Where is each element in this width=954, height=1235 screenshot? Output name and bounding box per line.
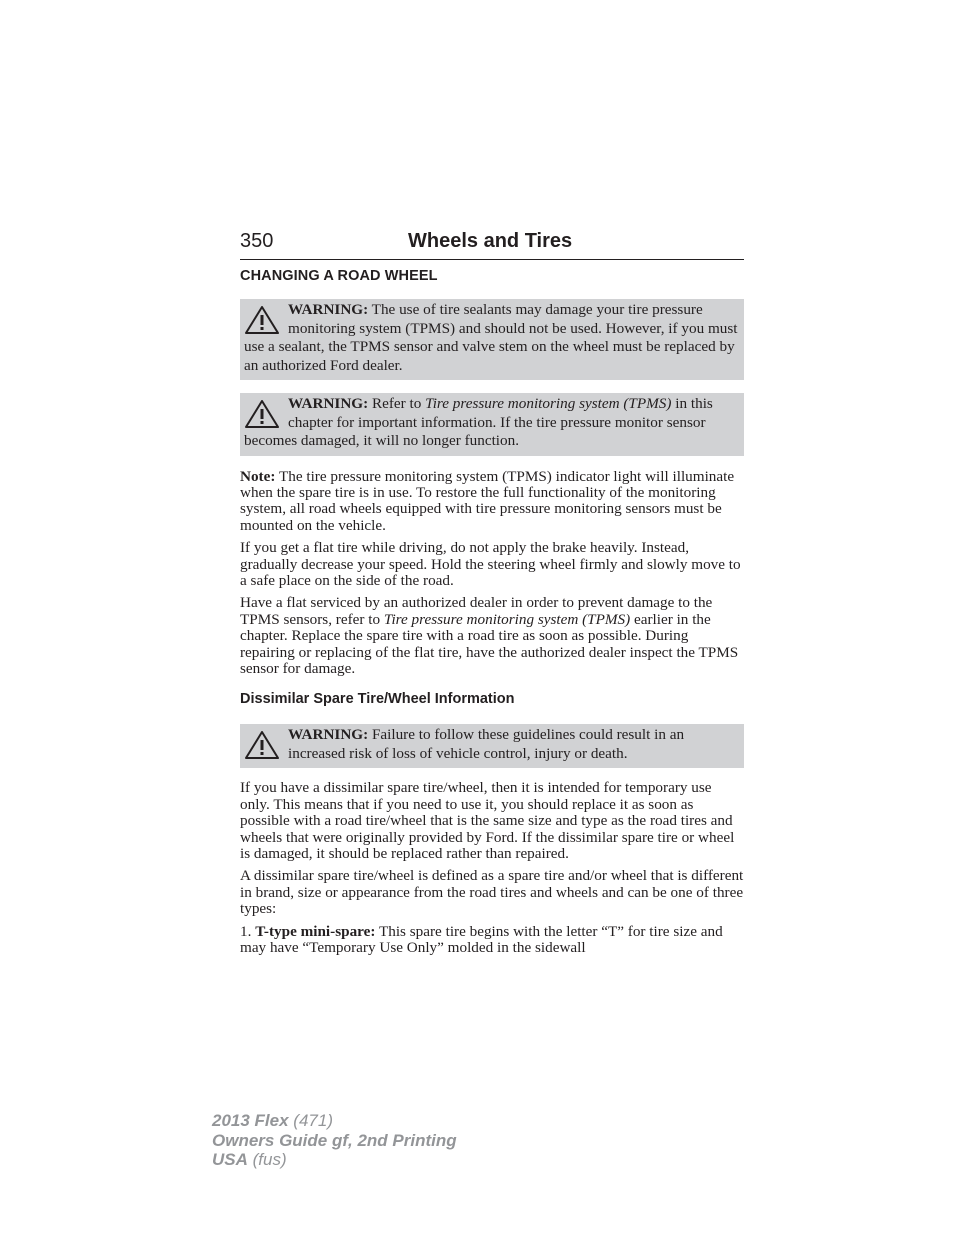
footer-region-code: (fus): [252, 1150, 287, 1169]
list-item-label: T-type mini-spare:: [255, 922, 376, 940]
warning-label: WARNING:: [288, 301, 369, 318]
service-text-after: earlier in the chapter. Replace the spare tire with a road tire as soon as possible. During repairing or replacing of the flat tire, have the authorized dealer inspect the TPMS sensor for damage.: [240, 610, 739, 677]
warning-text-before: Refer to: [368, 395, 426, 412]
tpms-reference: Tire pressure monitoring system (TPMS): [383, 610, 631, 628]
flat-tire-paragraph: If you get a flat tire while driving, do not apply the brake heavily. Instead, gradually decrease your speed. Hold the steering wheel firmly and slowly move to a safe place on the side of the road.: [240, 539, 741, 589]
tpms-reference-link: Tire pressure monitoring system (TPMS): [425, 395, 672, 412]
list-item-number: 1.: [240, 922, 256, 940]
warning-triangle-icon: [244, 730, 280, 760]
footer-model-code: (471): [293, 1111, 333, 1130]
warning-label: WARNING:: [288, 395, 369, 412]
service-text-before: Have a flat serviced by an authorized dealer in order to prevent damage to the TPMS sensors, refer to: [240, 594, 713, 628]
page-number: 350: [240, 230, 274, 252]
warning-box-sealants: [240, 299, 744, 380]
dissimilar-definition-paragraph: A dissimilar spare tire/wheel is defined as a spare tire and/or wheel that is different in brand, size or appearance from the road tires and wheels and can be one of three types:: [240, 867, 744, 918]
section-heading: CHANGING A ROAD WHEEL: [240, 268, 438, 284]
warning-text-after: in this chapter for important information. If the tire pressure monitor sensor becomes damaged, it will no longer function.: [244, 395, 713, 449]
footer-guide: Owners Guide gf, 2nd Printing: [212, 1130, 457, 1150]
page-header: [240, 228, 744, 260]
footer-model-line: [212, 1111, 457, 1131]
note-label: Note:: [240, 467, 276, 485]
footer-region: USA: [212, 1150, 248, 1169]
warning-label: WARNING:: [288, 726, 369, 744]
chapter-title: Wheels and Tires: [408, 230, 573, 252]
warning-text: The use of tire sealants may damage your tire pressure monitoring system (TPMS) and should not be used. However, if you must use a sealant, the TPMS sensor and valve stem on the wheel must be replaced by an authorized Ford dealer.: [244, 301, 738, 374]
warning-triangle-icon: [244, 399, 280, 429]
footer-guide-line: [212, 1131, 457, 1151]
list-item-text: This spare tire begins with the letter “T” for tire size and may have “Temporary Use Only” molded in the sidewall: [240, 922, 723, 957]
page-content: [240, 268, 744, 962]
list-item: [240, 924, 744, 957]
dissimilar-use-paragraph: If you have a dissimilar spare tire/wheel, then it is intended for temporary use only. This means that if you need to use it, you should replace it as soon as possible with a road tire/wheel that is the same size and type as the road tires and wheels that were originally provided by Ford. If the dissimilar spare tire or wheel is damaged, it should be replaced rather than repaired.: [240, 779, 735, 862]
note-paragraph: [240, 469, 744, 535]
warning-text: Failure to follow these guidelines could result in an increased risk of loss of vehicle control, injury or death.: [288, 726, 685, 762]
footer-region-line: [212, 1150, 457, 1170]
note-text: The tire pressure monitoring system (TPMS) indicator light will illuminate when the spare tire is in use. To restore the full functionality of the monitoring system, all road wheels equipped with tire pressure monitoring sensors must be mounted on the vehicle.: [240, 467, 735, 534]
footer-model: 2013 Flex: [212, 1111, 289, 1130]
service-paragraph: [240, 595, 744, 677]
subsection-heading: Dissimilar Spare Tire/Wheel Information: [240, 691, 515, 708]
warning-box-tpms: [240, 393, 744, 456]
warning-triangle-icon: [244, 305, 280, 335]
page-footer: [212, 1111, 457, 1170]
warning-box-guidelines: [240, 724, 744, 768]
